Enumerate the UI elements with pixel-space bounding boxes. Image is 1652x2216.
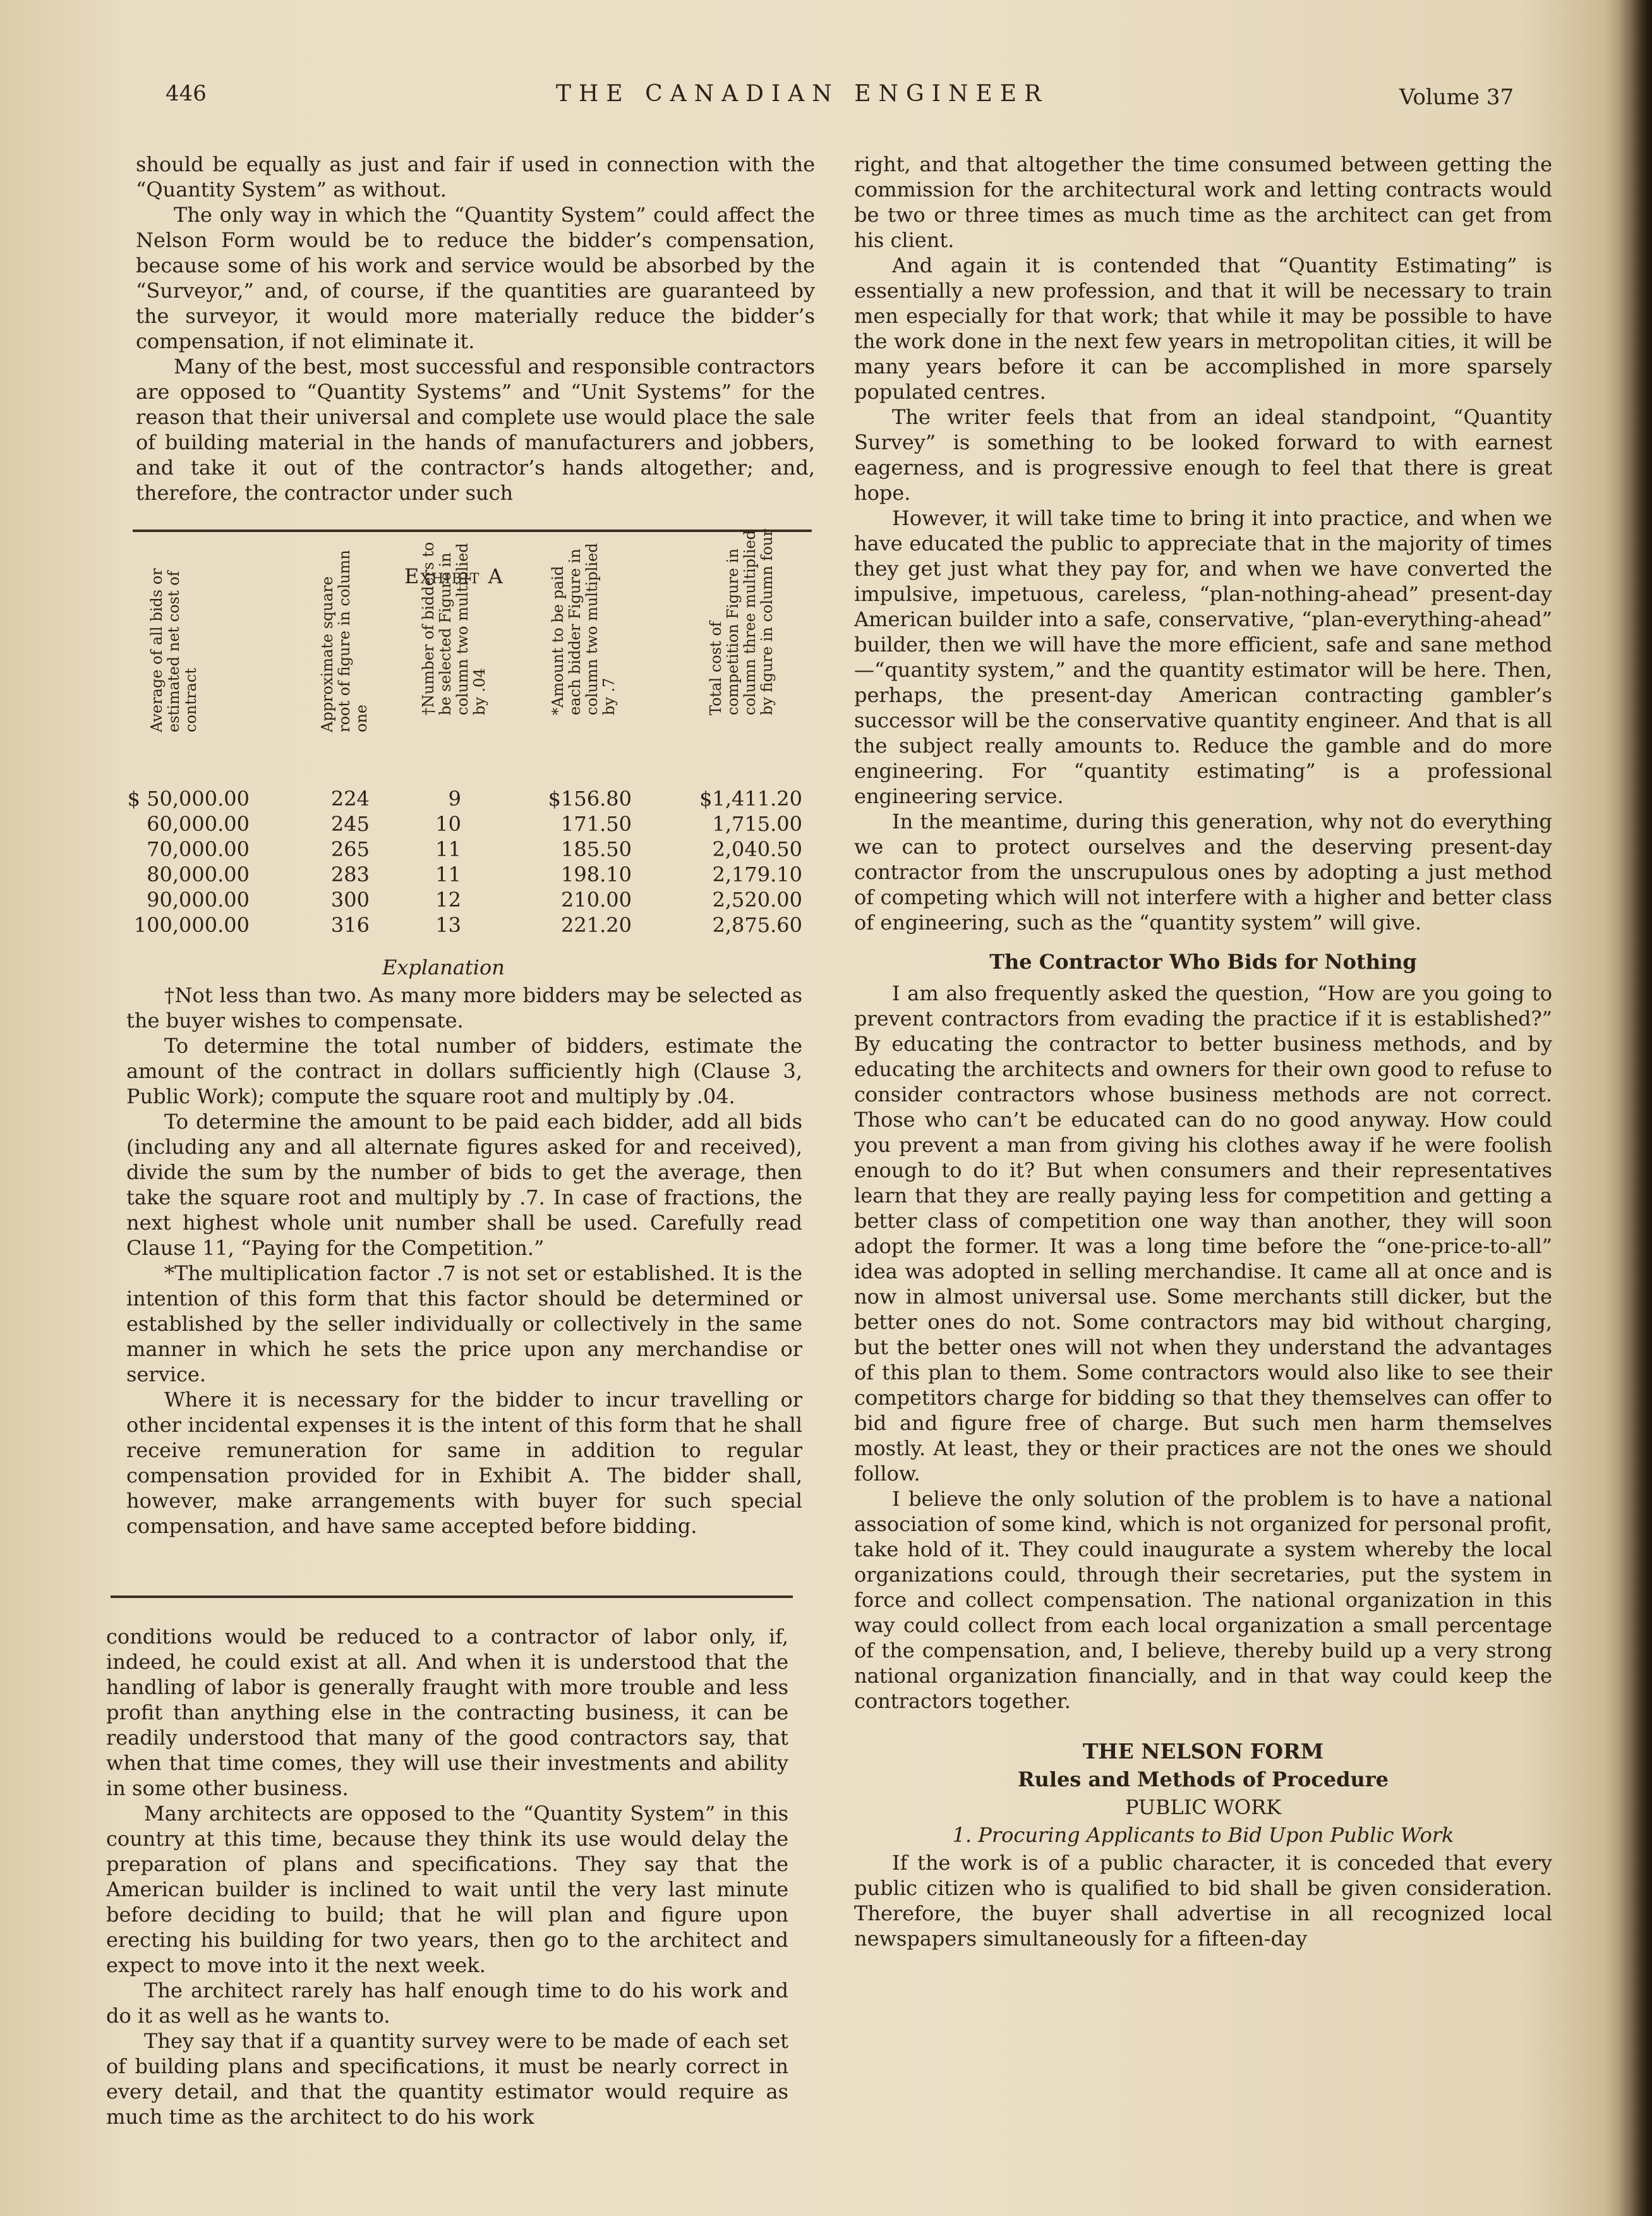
table-cell: 100,000.00 bbox=[133, 913, 250, 937]
table-cell: 13 bbox=[435, 913, 461, 937]
table-cell: 11 bbox=[435, 837, 461, 861]
column-header: †Number of bidders to be selected Figure in column two multiplied by .04 bbox=[419, 542, 488, 715]
paragraph: Many architects are opposed to the “Quantity System” in this country at this time, because they think its use would delay the preparation of plans and specifications. They say that the American builder is inclined to wait until the very last minute before deciding to build; that he will plan and figure upon erecting his building for two years, then go to the architect and expect to move into it the next week. bbox=[106, 1801, 788, 1977]
paragraph: right, and that altogether the time consumed between getting the commission for the architectural work and letting contracts would be two or three times as much time as the architect can get from his client. bbox=[854, 152, 1552, 252]
form-clause: 1. Procuring Applicants to Bid Upon Public Work bbox=[952, 1823, 1454, 1847]
table-cell: 1,715.00 bbox=[712, 812, 802, 836]
paragraph: The architect rarely has half enough time to do his work and do it as well as he wants to. bbox=[106, 1978, 788, 2028]
table-cell: $1,411.20 bbox=[699, 787, 802, 811]
page-binding-shadow bbox=[1605, 0, 1652, 2216]
paragraph: If the work is of a public character, it is conceded that every public citizen who is qualified to bid shall be given consideration. Therefore, the buyer shall advertise in all recognized local newspapers simultaneously for a fifteen-day bbox=[854, 1851, 1552, 1951]
exhibit-title: Exhibit A bbox=[404, 564, 504, 588]
form-subtitle: Rules and Methods of Procedure bbox=[1018, 1767, 1389, 1791]
table-cell: 198.10 bbox=[561, 863, 632, 887]
paragraph: I am also frequently asked the question, “How are you going to prevent contractors from evading the practice if it is established?” By educating the contractor to better business methods, and by educating the architects and owners for their own good to refuse to consider contractors whose business methods are not correct. Those who can’t be educated can do no good anyway. How could you prevent a man from giving his clothes away if he were foolish enough to do it? But when consumers and their representatives learn that they are really paying less for competition and getting a better class of competition one way than another, they will soon adopt the former. It was a long time before the “one-price-to-all” idea was adopted in selling merchandise. It came all at once and is now in almost universal use. Some merchants still dicker, but the better ones do not. Some contractors may bid without charging, but the better ones will not when they understand the advantages of this plan to them. Some contractors would also like to see their competitors charge for bidding so that they themselves can offer to bid and figure free of charge. But such men harm themselves mostly. At least, they or their practices are not the ones we should follow. bbox=[854, 981, 1552, 1486]
table-cell: 210.00 bbox=[561, 888, 632, 912]
note: †Not less than two. As many more bidders may be selected as the buyer wishes to compensate. bbox=[126, 983, 802, 1032]
paragraph: Many of the best, most successful and responsible contractors are opposed to “Quantity Systems” and “Unit Systems” for the reason that their universal and complete use would place the sale of building material in the hands of manufacturers and jobbers, and take it out of the contractor’s hands altogether; and, therefore, the contractor under such bbox=[136, 354, 815, 505]
paragraph: I believe the only solution of the problem is to have a national association of some kind, which is not organized for personal profit, take hold of it. They could inaugurate a system whereby the local organizations could, through their secretaries, put the system in force and collect compensation. The national organization in this way could collect from each local organization a small percentage of the compensation, and, I believe, thereby build up a very strong national organization financially, and in that way could keep the contractors together. bbox=[854, 1487, 1552, 1713]
left-column-top bbox=[136, 152, 815, 506]
table-cell: 185.50 bbox=[561, 837, 632, 861]
paragraph: They say that if a quantity survey were to be made of each set of building plans and specifications, it must be nearly correct in every detail, and that the quantity estimator would require as much time as the architect to do his work bbox=[106, 2029, 788, 2129]
page-header bbox=[0, 81, 1652, 125]
table-cell: 90,000.00 bbox=[147, 888, 250, 912]
table-cell: 2,875.60 bbox=[712, 913, 802, 937]
paragraph: conditions would be reduced to a contractor of labor only, if, indeed, he could exist at all. And when it is understood that the handling of labor is generally fraught with more trouble and less profit than anything else in the contracting business, it can be readily understood that many of the good contractors say, that when that time comes, they will use their investments and ability in some other business. bbox=[106, 1625, 788, 1800]
note: *The multiplication factor .7 is not set or established. It is the intention of this form that this factor should be determined or established by the seller individually or collectively in the same manner in which he sets the price upon any merchandise or service. bbox=[126, 1261, 802, 1386]
form-title: THE NELSON FORM bbox=[1082, 1739, 1324, 1764]
table-cell: 11 bbox=[435, 863, 461, 887]
table-cell: 12 bbox=[435, 888, 461, 912]
table-cell: 9 bbox=[448, 787, 461, 811]
table-row bbox=[126, 863, 821, 888]
table-cell: 245 bbox=[330, 812, 370, 836]
exhibit-bottom-rule bbox=[111, 1595, 793, 1598]
table-cell: 224 bbox=[330, 787, 370, 811]
table-cell: $ 50,000.00 bbox=[127, 787, 250, 811]
table-cell: 70,000.00 bbox=[147, 837, 250, 861]
table-cell: 2,040.50 bbox=[712, 837, 802, 861]
table-row bbox=[126, 888, 821, 913]
paragraph: The only way in which the “Quantity System” could affect the Nelson Form would be to reduce the bidder’s compensation, because some of his work and service would be absorbed by the “Surveyor,” and, of course, if the quantities are guaranteed by the surveyor, it would more materially reduce the bidder’s compensation, if not eliminate it. bbox=[136, 203, 815, 353]
table-cell: $156.80 bbox=[548, 787, 632, 811]
note: Where it is necessary for the bidder to incur travelling or other incidental expenses it is the intent of this form that he shall receive remuneration for same in addition to regular compensation provided for in Exhibit A. The bidder shall, however, make arrangements with buyer for such special compensation, and have same accepted before bidding. bbox=[126, 1388, 802, 1538]
note: To determine the amount to be paid each bidder, add all bids (including any and all alternate figures asked for and received), divide the sum by the number of bids to get the average, then take the square root and multiply by .7. In case of fractions, the next highest whole unit number shall be used. Carefully read Clause 11, “Paying for the Competition.” bbox=[126, 1110, 802, 1260]
paragraph: In the meantime, during this generation, why not do everything we can to protect ourselves and the deserving present-day contractor from the unscrupulous ones by adopting a just method of competing which will not interfere with a higher and better class of engineering, such as the “quantity system” will give. bbox=[854, 809, 1552, 935]
table-cell: 2,179.10 bbox=[712, 863, 802, 887]
table-row bbox=[126, 913, 821, 938]
table-cell: 2,520.00 bbox=[712, 888, 802, 912]
table-cell: 60,000.00 bbox=[147, 812, 250, 836]
table-cell: 171.50 bbox=[561, 812, 632, 836]
explanation-heading: Explanation bbox=[382, 955, 505, 979]
table-row bbox=[126, 837, 821, 863]
form-section: PUBLIC WORK bbox=[1124, 1795, 1282, 1819]
right-column bbox=[854, 152, 1552, 1951]
volume-label: Volume 37 bbox=[1399, 85, 1514, 110]
page-number: 446 bbox=[166, 81, 207, 106]
column-header: Average of all bids or estimated net cost of contract bbox=[148, 568, 200, 732]
table-cell: 283 bbox=[330, 863, 370, 887]
table-cell: 221.20 bbox=[561, 913, 632, 937]
column-header: Approximate square root of figure in column one bbox=[318, 550, 370, 732]
paragraph: should be equally as just and fair if used in connection with the “Quantity System” as without. bbox=[136, 152, 815, 202]
table-cell: 10 bbox=[435, 812, 461, 836]
table-cell: 80,000.00 bbox=[147, 863, 250, 887]
exhibit-notes bbox=[126, 983, 802, 1539]
note: To determine the total number of bidders, estimate the amount of the contract in dollars sufficiently high (Clause 3, Public Work); compute the square root and multiply by .04. bbox=[126, 1034, 802, 1108]
paragraph: However, it will take time to bring it into practice, and when we have educated the public to appreciate that in the majority of times they get just what they pay for, and when we have converted the impulsive, impetuous, careless, “plan-nothing-ahead” present-day American builder into a safe, conservative, “plan-everything-ahead” builder, then we will have the more efficient, safe and sane method—“quantity system,” and the quantity estimator will be here. Then, perhaps, the present-day American contracting gambler’s successor will be the conservative quantity engineer. And that is all the subject really amounts to. Reduce the gamble and do more engineering. For “quantity estimating” is a professional engineering service. bbox=[854, 506, 1552, 808]
paragraph: The writer feels that from an ideal standpoint, “Quantity Survey” is something to be looked forward to with earnest eagerness, and is progressive enough to feel that there is great hope. bbox=[854, 405, 1552, 505]
section-heading: The Contractor Who Bids for Nothing bbox=[989, 950, 1417, 974]
table-row bbox=[126, 787, 821, 812]
table-cell: 265 bbox=[330, 837, 370, 861]
left-column-bottom bbox=[106, 1624, 788, 2129]
column-header: *Amount to be paid each bidder Figure in column two multiplied by .7 bbox=[549, 543, 618, 715]
paragraph: And again it is contended that “Quantity Estimating” is essentially a new profession, and that it will be necessary to train men especially for that work; that while it may be possible to have the work done in the next few years in metropolitan cities, it will be many years before it can be accomplished in more sparsely populated centres. bbox=[854, 253, 1552, 404]
table-cell: 300 bbox=[330, 888, 370, 912]
journal-title: THE CANADIAN ENGINEER bbox=[556, 81, 1049, 107]
table-cell: 316 bbox=[330, 913, 370, 937]
column-header: Total cost of competition Figure in column three multiplied by figure in column four bbox=[707, 529, 776, 715]
table-row bbox=[126, 812, 821, 837]
